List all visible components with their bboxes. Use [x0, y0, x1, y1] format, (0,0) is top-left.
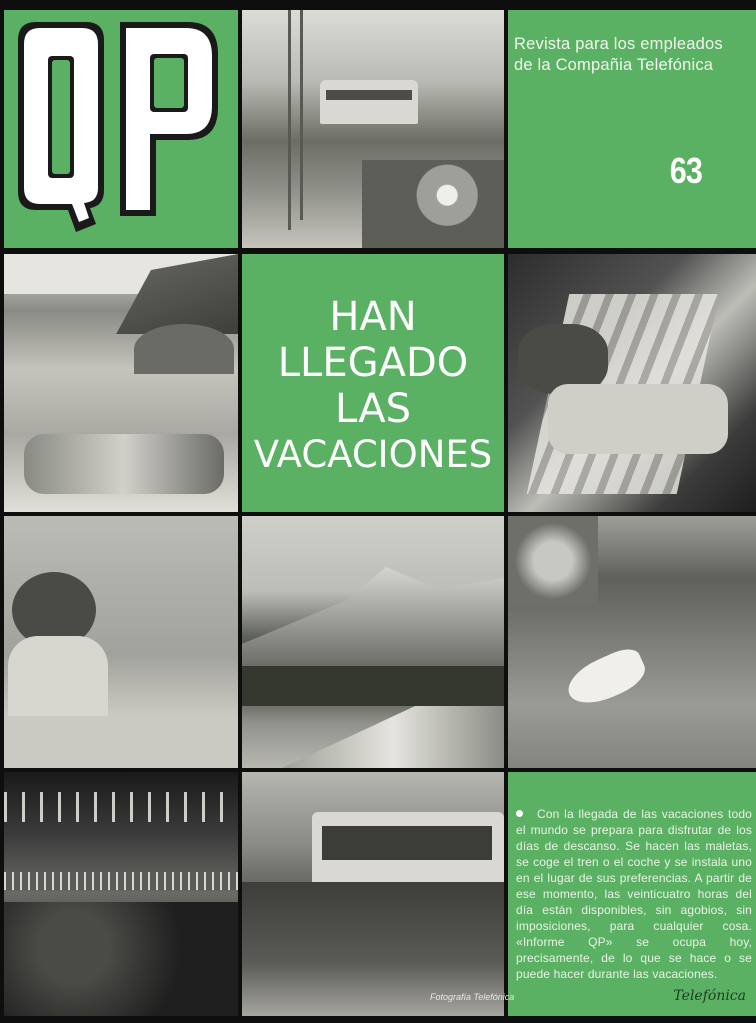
catenary-pole	[300, 10, 303, 220]
masthead-panel	[508, 10, 756, 248]
sleeper-shirt	[548, 384, 728, 454]
train-windows	[326, 90, 412, 100]
mountain-valley-photo	[242, 516, 504, 768]
rocks	[508, 516, 598, 606]
issue-number: 63	[669, 150, 702, 191]
subtitle-line: de la Compañia Telefónica	[514, 56, 714, 74]
wildflowers	[362, 160, 504, 248]
night-festival-photo	[4, 772, 238, 1016]
festival-lights	[4, 792, 238, 822]
child-on-beach-photo	[4, 516, 238, 768]
article-panel	[508, 772, 756, 1016]
magazine-subtitle	[514, 34, 754, 76]
qp-logo	[4, 10, 238, 248]
headline-line: HAN	[329, 294, 417, 340]
forest	[242, 666, 504, 706]
qp-logo-graphic	[4, 10, 238, 248]
cover-headline	[242, 294, 504, 478]
subtitle-line: Revista para los empleados	[514, 35, 723, 53]
q-counter-fill	[52, 60, 70, 174]
crowd	[4, 902, 238, 1016]
toy-boat	[561, 643, 650, 712]
beach-photo	[4, 254, 238, 512]
bus-windows	[322, 826, 492, 860]
train-photo	[242, 10, 504, 248]
bus-station-crowd-photo	[242, 772, 504, 1016]
parasol	[134, 324, 234, 374]
article-body	[516, 806, 752, 982]
headline-panel	[242, 254, 504, 512]
child-body	[8, 636, 108, 726]
photo-credit: Fotografía Telefónica	[430, 992, 515, 1002]
sunbathers	[24, 434, 224, 494]
p-counter-fill	[154, 58, 184, 108]
telefonica-logo: Telefónica	[673, 988, 746, 1004]
article-text: Con la llegada de las vacaciones todo el mundo se prepara para disfrutar de los días de descanso. Se hacen las maletas, se coge el tren o el coche y se instala uno en el lugar de sus preferencias. A partir de ese momento, las veinticuatro horas del día están disponibles, sin agobios, sin imposiciones, para cualquier cosa. «Informe QP» se ocupa hoy, precisamente, de lo que se hace o se puede hacer durante las vacaciones.	[516, 807, 752, 981]
deckchair-sleeper-photo	[508, 254, 756, 512]
train-car	[320, 80, 418, 124]
bullet-icon	[516, 810, 523, 817]
river-boat-photo	[508, 516, 756, 768]
fence	[4, 872, 238, 890]
sand	[4, 716, 238, 768]
river	[282, 706, 504, 768]
mountains	[242, 556, 504, 666]
headline-line: LAS	[335, 386, 411, 432]
catenary-pole	[288, 10, 291, 230]
headline-line: VACACIONES	[253, 433, 493, 476]
headline-line: LLEGADO	[277, 340, 469, 386]
